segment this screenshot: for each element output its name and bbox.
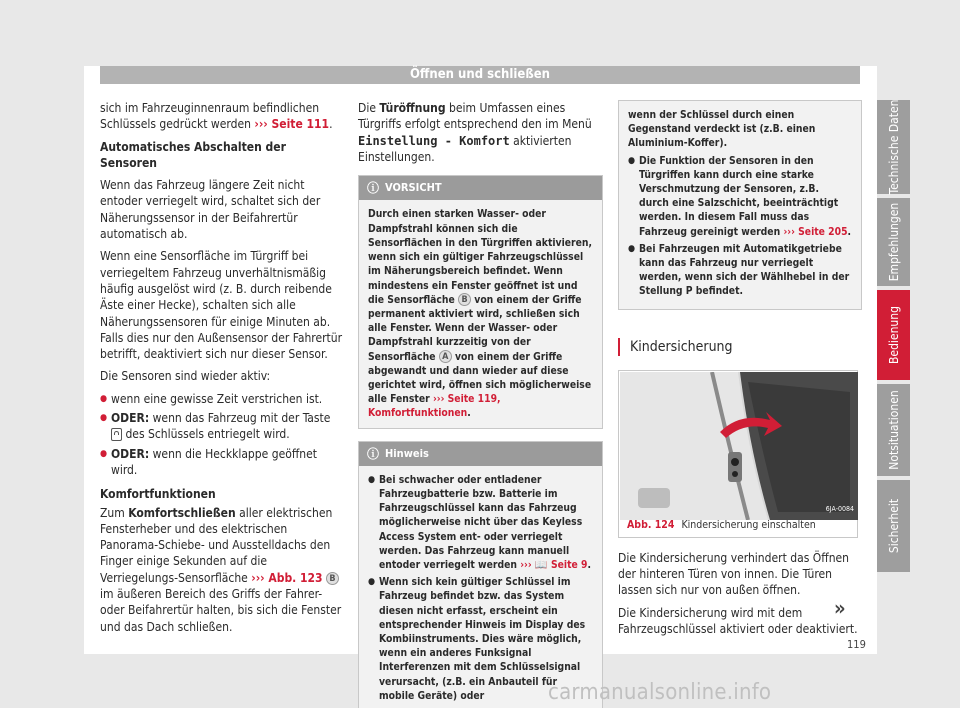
watermark: carmanualsonline.info bbox=[548, 680, 772, 705]
text: aktivierten Einstellungen. bbox=[358, 133, 572, 164]
text: . bbox=[329, 117, 333, 132]
text: wenn das Fahrzeug mit der Taste bbox=[152, 411, 331, 426]
text: Durch einen starken Wasser- oder Dampfstrahl können sich die Sensorflächen in den Türgriffen aktivieren, wenn sich ein gültiger Fahrzeugschlüssel im Näherungsbereich befindet. Wenn mindestens ein Fenster geöffnet ist und die Sensorfläche bbox=[368, 208, 593, 306]
tab-sicherheit[interactable] bbox=[877, 480, 910, 572]
page-header: Öffnen und schließen bbox=[100, 66, 860, 84]
caution-header bbox=[359, 176, 602, 200]
chapter-tabs bbox=[877, 100, 910, 576]
paragraph bbox=[100, 100, 344, 133]
column-left bbox=[100, 100, 344, 641]
marker-b: B bbox=[458, 293, 471, 306]
tab-empfehlungen[interactable] bbox=[877, 198, 910, 286]
label: ODER: bbox=[111, 446, 150, 461]
hint-title: Hinweis bbox=[385, 446, 429, 460]
text: wenn die Heckklappe geöffnet wird. bbox=[111, 446, 317, 477]
text: aller elektrischen Fensterheber und des elektrischen Panorama-Schiebe- und Ausstelldachs den Finger einige Sekunden auf die Verriegelungs-Sensorfläche bbox=[100, 505, 333, 585]
info-icon: ⓘ bbox=[367, 446, 380, 461]
tab-label: Notsituationen bbox=[886, 390, 901, 470]
door-lock-illustration bbox=[620, 372, 858, 520]
tab-bedienung[interactable] bbox=[877, 290, 910, 380]
caution-box bbox=[358, 175, 603, 428]
paragraph: Wenn das Fahrzeug längere Zeit nicht entoder verriegelt wird, schaltet sich der Näherungssensor in der Beifahrertür automatisch ab. bbox=[100, 178, 321, 242]
list-item bbox=[100, 391, 344, 407]
tab-technische-daten[interactable] bbox=[877, 100, 910, 194]
column-middle bbox=[358, 100, 603, 708]
tab-label: Bedienung bbox=[886, 306, 901, 364]
text: sich im Fahrzeuginnenraum befindlichen Schlüssels gedrückt werden bbox=[100, 101, 320, 132]
section-title: Kindersicherung bbox=[618, 338, 862, 356]
text: wenn der Schlüssel durch einen Gegenstand verdeckt ist (z.B. einen Aluminium-Koffer). bbox=[628, 109, 816, 150]
book-icon: 📖 bbox=[534, 559, 548, 572]
list-item bbox=[628, 242, 852, 299]
paragraph: Die Kindersicherung verhindert das Öffnen der hinteren Türen von innen. Die Türen lassen sich nur von außen öffnen. bbox=[618, 550, 850, 598]
figure-label: Abb. 124 bbox=[627, 519, 675, 532]
hint-box bbox=[358, 441, 603, 708]
list-item bbox=[100, 446, 344, 479]
text: Bei schwacher oder entladener Fahrzeugbatterie bzw. Batterie im Fahrzeugschlüssel kann das Fahrzeug möglicherweise nicht über das Keyless Access System ent- oder verriegelt werden. Das Fahrzeug kann manuell entoder verriegelt werden bbox=[379, 473, 583, 572]
caption-text: Kindersicherung einschalten bbox=[681, 519, 816, 532]
caution-title: VORSICHT bbox=[385, 181, 442, 195]
text: im äußeren Bereich des Griffs der Fahrer- oder Beifahrertür halten, bis sich die Fenster und das Dach schließen. bbox=[100, 587, 342, 634]
text: Die bbox=[358, 101, 376, 115]
paragraph bbox=[100, 505, 344, 635]
tab-label: Sicherheit bbox=[886, 498, 901, 554]
column-right bbox=[618, 100, 862, 643]
hint-header bbox=[359, 442, 602, 466]
list-item: ● Die Funktion der Sensoren in den Türgriffen kann durch eine starke Verschmutzung der Sensoren, z.B. durch eine Salzschicht, beeinträchtigt werden. In diesem Fall muss das Fahrzeug gereinigt werden ››› Seite 205. bbox=[628, 154, 852, 239]
paragraph: Die Sensoren sind wieder aktiv: bbox=[100, 369, 271, 384]
paragraph: Die Kindersicherung wird mit dem Fahrzeugschlüssel aktiviert oder deaktiviert. bbox=[618, 605, 858, 636]
label: ODER: bbox=[111, 411, 150, 426]
page-link[interactable]: ››› Seite 119, Komfortfunktionen bbox=[368, 393, 501, 420]
subheading: Komfortfunktionen bbox=[100, 487, 216, 502]
caution-body bbox=[359, 200, 602, 427]
page-link[interactable]: ››› Seite 205 bbox=[783, 225, 848, 238]
tab-notsituationen[interactable] bbox=[877, 384, 910, 476]
text: Komfortschließen bbox=[128, 505, 236, 520]
figure-child-lock bbox=[618, 370, 858, 538]
text: wenn eine gewisse Zeit verstrichen ist. bbox=[111, 391, 323, 406]
paragraph: Wenn eine Sensorfläche im Türgriff bei verriegeltem Fahrzeug unverhältnismäßig häufig ausgelöst wird (z. B. durch reibende Äste einer Hecke), schalten sich alle Näherungssensoren für einige Minuten ab. Falls dies nur den Außensensor der Fahrertür betrifft, deaktiviert sich nur dieser Sensor. bbox=[100, 249, 343, 362]
marker-b: B bbox=[326, 572, 339, 585]
page-link[interactable]: Seite 9 bbox=[550, 559, 588, 572]
text: Wenn sich kein gültiger Schlüssel im Fahrzeug befindet bzw. das System diesen nicht erfasst, erscheint ein entsprechender Hinweis im Display des Kombiinstruments. Dies wäre möglich, wenn ein anderes Funksignal Interferenzen mit dem Schlüsselsignal verursacht, (z.B. ein Anbauteil für mobile Geräte) oder bbox=[379, 576, 586, 702]
hint-box-continued bbox=[618, 100, 862, 310]
figure-link[interactable]: ››› Abb. 123 bbox=[251, 570, 323, 585]
figure-caption bbox=[627, 517, 816, 533]
paragraph bbox=[358, 100, 603, 165]
page-number: 119 bbox=[847, 638, 866, 651]
text: Die Funktion der Sensoren in den Türgriffen kann durch eine starke Verschmutzung der Sensoren, z.B. durch eine Salzschicht, beeinträchtigt werden. In diesem Fall muss das Fahrzeug gereinigt werden bbox=[639, 154, 839, 238]
text: des Schlüssels entriegelt wird. bbox=[125, 427, 290, 442]
text: . bbox=[467, 407, 471, 420]
figure-code: 6JA-0084 bbox=[825, 505, 854, 514]
subheading: Automatisches Abschalten der Sensoren bbox=[100, 139, 286, 170]
list-item: ● Bei schwacher oder entladener Fahrzeugbatterie bzw. Batterie im Fahrzeugschlüssel kann das Fahrzeug möglicherweise nicht über das Keyless Access System ent- oder verriegelt werden. Das Fahrzeug kann manuell entoder verriegelt werden ››› 📖 Seite 9. bbox=[368, 473, 593, 572]
hint-body bbox=[619, 101, 861, 309]
text: von einem der Griffe abgewandt und dann wieder auf diese gerichtet wird, öffnen sich möglicherweise alle Fenster bbox=[368, 350, 592, 406]
continue-arrow-icon: » bbox=[834, 596, 846, 620]
unlock-key-icon bbox=[111, 428, 122, 441]
text: Zum bbox=[100, 505, 125, 520]
tab-label: Empfehlungen bbox=[886, 202, 901, 282]
text: beim Umfassen eines Türgriffs erfolgt entsprechend den im Menü bbox=[358, 101, 592, 132]
text: von einem der Griffe permanent aktiviert wird, schließen sich alle Fenster. Wenn der Wasser- oder Dampfstrahl kurzzeitig von der Sensorfläche bbox=[368, 293, 582, 363]
text: Bei Fahrzeugen mit Automatikgetriebe kann das Fahrzeug nur verriegelt werden, wenn sich der Wählhebel in der Stellung P befindet. bbox=[639, 242, 850, 298]
menu-path: Einstellung - Komfort bbox=[358, 133, 510, 148]
caution-icon: ⓘ bbox=[367, 181, 380, 196]
hint-body bbox=[359, 466, 602, 708]
tab-label: Technische Daten bbox=[886, 99, 901, 195]
marker-a: A bbox=[439, 350, 452, 363]
page-link[interactable]: ››› Seite 111 bbox=[254, 117, 330, 132]
list-item bbox=[100, 410, 344, 443]
text: Türöffnung bbox=[379, 101, 446, 115]
